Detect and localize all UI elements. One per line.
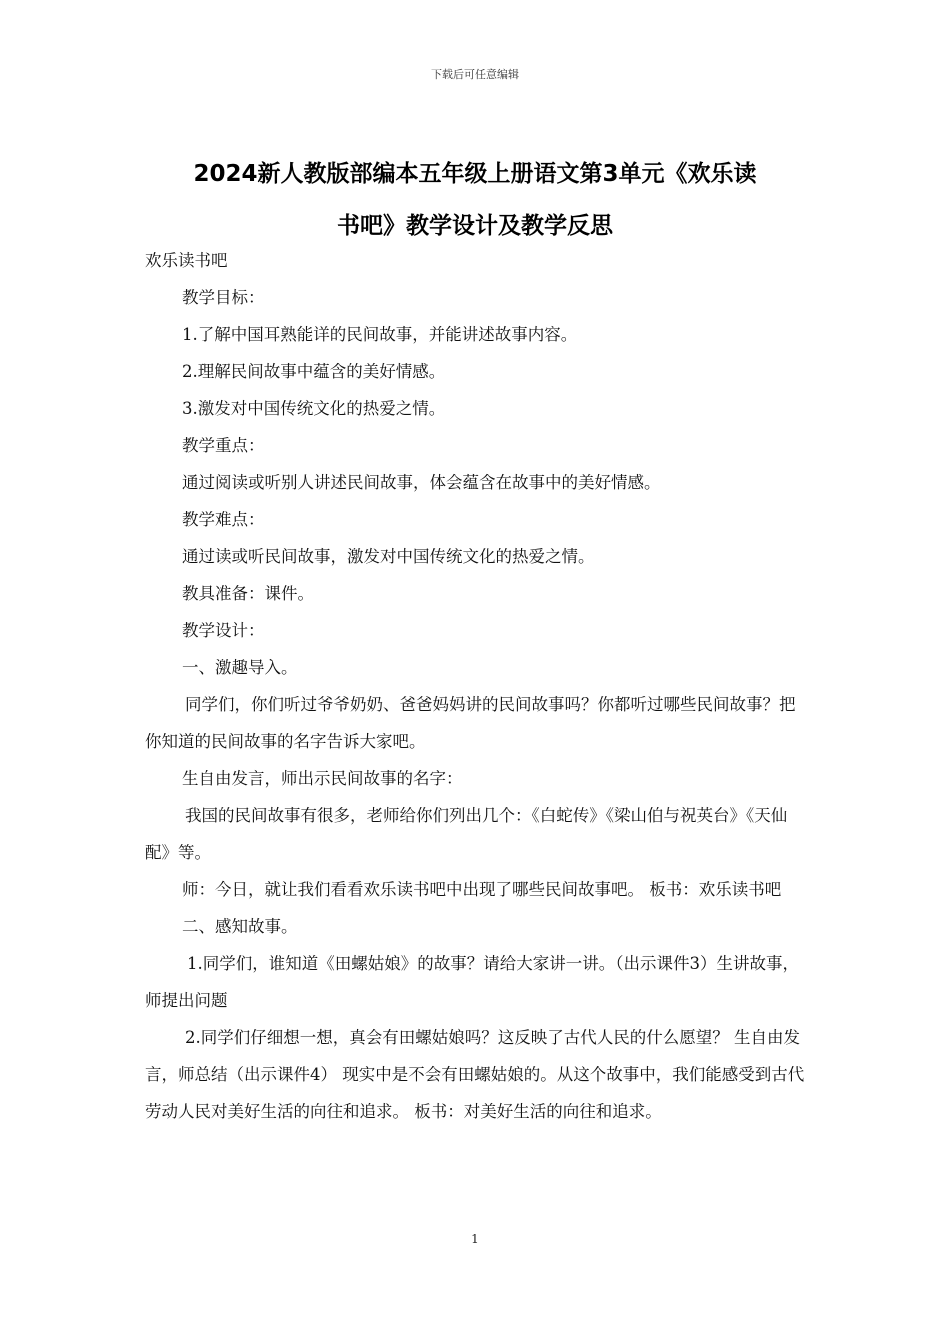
heading-key-points: 教学重点： — [182, 436, 265, 455]
paragraph: 教具准备：课件。 — [182, 584, 314, 603]
page-header: 下载后可任意编辑 — [431, 68, 519, 81]
section-heading: 二、感知故事。 — [182, 917, 298, 936]
objective-item: 3.激发对中国传统文化的热爱之情。 — [182, 399, 446, 418]
paragraph: 我国的民间故事有很多，老师给你们列出几个：《白蛇传》《梁山伯与祝英台》《天仙配》等。 — [145, 806, 788, 862]
paragraph: 通过读或听民间故事，激发对中国传统文化的热爱之情。 — [182, 547, 595, 566]
document-body — [145, 242, 807, 1130]
paragraph: 同学们，你们听过爷爷奶奶、爸爸妈妈讲的民间故事吗？你都听过哪些民间故事？把你知道的民间故事的名字告诉大家吧。 — [145, 695, 796, 751]
objective-item: 1.了解中国耳熟能详的民间故事，并能讲述故事内容。 — [182, 325, 578, 344]
paragraph: 师：今日，就让我们看看欢乐读书吧中出现了哪些民间故事吧。 板书：欢乐读书吧 — [182, 880, 782, 899]
paragraph: 2.同学们仔细想一想，真会有田螺姑娘吗？这反映了古代人民的什么愿望？ 生自由发言，师总结（出示课件4） 现实中是不会有田螺姑娘的。从这个故事中，我们能感受到古代劳动人民对美好生活的向往和追求。 板书：对美好生活的向往和追求。 — [145, 1028, 805, 1121]
heading-design: 教学设计： — [182, 621, 265, 640]
title-line-2: 书吧》教学设计及教学反思 — [337, 213, 613, 239]
heading-difficulties: 教学难点： — [182, 510, 265, 529]
title-line-1: 2024新人教版部编本五年级上册语文第3单元《欢乐读 — [193, 161, 757, 187]
paragraph: 生自由发言，师出示民间故事的名字： — [182, 769, 463, 788]
document-title — [145, 148, 805, 252]
page-number: 1 — [471, 1232, 479, 1246]
section-label: 欢乐读书吧 — [145, 251, 228, 270]
objective-item: 2.理解民间故事中蕴含的美好情感。 — [182, 362, 446, 381]
section-heading: 一、激趣导入。 — [182, 658, 298, 677]
paragraph: 1.同学们，谁知道《田螺姑娘》的故事？请给大家讲一讲。（出示课件3）生讲故事，师提出问题 — [145, 954, 799, 1010]
paragraph: 通过阅读或听别人讲述民间故事，体会蕴含在故事中的美好情感。 — [182, 473, 661, 492]
heading-objectives: 教学目标： — [182, 288, 265, 307]
